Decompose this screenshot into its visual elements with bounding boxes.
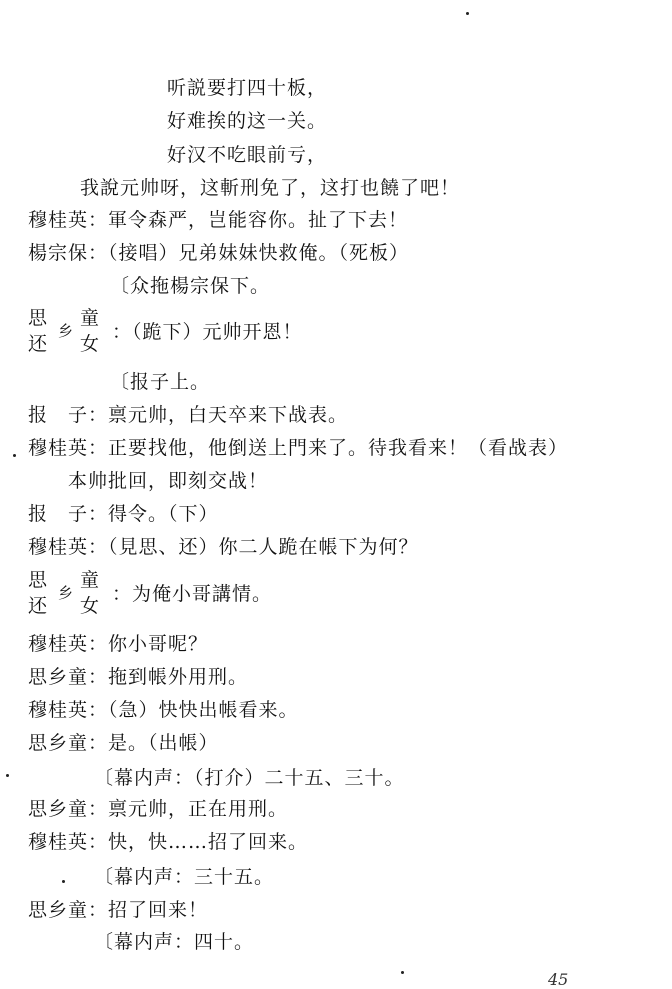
stage-direction: 〔幕内声：三十五。 bbox=[94, 866, 275, 888]
speaker-name: 报 子： bbox=[28, 404, 109, 426]
dialogue-line bbox=[28, 208, 408, 232]
speaker-part: 女 bbox=[80, 595, 101, 617]
dialogue-text: ：（跪下）元帅开恩！ bbox=[112, 321, 303, 343]
dialogue-text: （接唱）兄弟妹妹快救俺。（死板） bbox=[108, 242, 410, 264]
speaker-part: 童 bbox=[80, 569, 101, 591]
dialogue-text: 得令。（下） bbox=[108, 503, 219, 525]
dialogue-text: （急）快快出帳看来。 bbox=[108, 699, 299, 721]
speaker-name: 穆桂英： bbox=[28, 831, 109, 853]
dialogue-text: 拖到帳外用刑。 bbox=[108, 666, 249, 688]
dialogue-line bbox=[28, 241, 409, 265]
verse-line-1: 听説要打四十板， bbox=[167, 77, 328, 99]
dialogue-line bbox=[28, 436, 568, 460]
speaker-name: 穆桂英： bbox=[28, 633, 109, 655]
stage-direction: 〔幕内声：（打介）二十五、三十。 bbox=[94, 767, 405, 789]
print-speck bbox=[13, 454, 16, 457]
dialogue-text: ：为俺小哥講情。 bbox=[112, 583, 273, 605]
dialogue-line bbox=[28, 698, 299, 722]
speaker-part: 思 bbox=[28, 569, 49, 591]
dialogue-line bbox=[28, 665, 248, 689]
stacked-speaker bbox=[28, 306, 112, 358]
speaker-name: 思乡童： bbox=[28, 899, 109, 921]
dialogue-line bbox=[28, 502, 219, 526]
stage-direction: 〔幕内声：四十。 bbox=[94, 931, 255, 953]
dialogue-line bbox=[28, 731, 219, 755]
speaker-part: 童 bbox=[80, 307, 101, 329]
page-number: 45 bbox=[548, 970, 569, 989]
speaker-name: 穆桂英： bbox=[28, 699, 109, 721]
speaker-part: 思 bbox=[28, 307, 49, 329]
speaker-part: 女 bbox=[80, 333, 101, 355]
speaker-name: 穆桂英： bbox=[28, 209, 109, 231]
stage-direction: 〔众拖楊宗保下。 bbox=[110, 275, 271, 297]
print-speck bbox=[466, 12, 469, 15]
dialogue-text: 是。（出帳） bbox=[108, 732, 219, 754]
speaker-name: 思乡童： bbox=[28, 666, 109, 688]
speaker-name: 楊宗保： bbox=[28, 242, 109, 264]
speaker-part: 还 bbox=[28, 333, 49, 355]
speaker-name: 思乡童： bbox=[28, 732, 109, 754]
dialogue-text: 正要找他，他倒送上門来了。待我看来！（看战表） bbox=[108, 437, 569, 459]
stage-direction: 〔报子上。 bbox=[110, 371, 211, 393]
dialogue-line bbox=[28, 306, 303, 358]
dialogue-line bbox=[28, 632, 208, 656]
dialogue-continuation: 我說元帅呀，这斬刑免了，这打也饒了吧！ bbox=[80, 177, 461, 199]
verse-line-3: 好汉不吃眼前亏， bbox=[167, 144, 328, 166]
dialogue-text: 快，快……招了回来。 bbox=[108, 831, 309, 853]
speaker-part: 还 bbox=[28, 595, 49, 617]
dialogue-line bbox=[28, 535, 419, 559]
print-speck bbox=[6, 774, 9, 777]
stacked-speaker bbox=[28, 568, 112, 620]
dialogue-line bbox=[28, 568, 272, 620]
speaker-name: 穆桂英： bbox=[28, 536, 109, 558]
dialogue-text: 招了回来！ bbox=[108, 899, 209, 921]
print-speck bbox=[401, 971, 404, 974]
dialogue-line bbox=[28, 830, 308, 854]
speaker-part: 乡 bbox=[58, 322, 75, 340]
speaker-name: 思乡童： bbox=[28, 798, 109, 820]
speaker-part: 乡 bbox=[58, 584, 75, 602]
verse-line-2: 好难挨的这一关。 bbox=[167, 110, 328, 132]
dialogue-line bbox=[28, 403, 348, 427]
dialogue-text: 禀元帅，正在用刑。 bbox=[108, 798, 289, 820]
dialogue-text: 你小哥呢？ bbox=[108, 633, 209, 655]
print-speck bbox=[62, 880, 65, 883]
dialogue-text: （見思、还）你二人跪在帳下为何？ bbox=[108, 536, 419, 558]
dialogue-continuation: 本帅批回，即刻交战！ bbox=[68, 470, 269, 492]
dialogue-line bbox=[28, 797, 288, 821]
dialogue-text: 禀元帅，白天卒来下战表。 bbox=[108, 404, 349, 426]
speaker-name: 报 子： bbox=[28, 503, 109, 525]
dialogue-text: 軍令森严，岂能容你。扯了下去！ bbox=[108, 209, 409, 231]
speaker-name: 穆桂英： bbox=[28, 437, 109, 459]
dialogue-line bbox=[28, 898, 208, 922]
